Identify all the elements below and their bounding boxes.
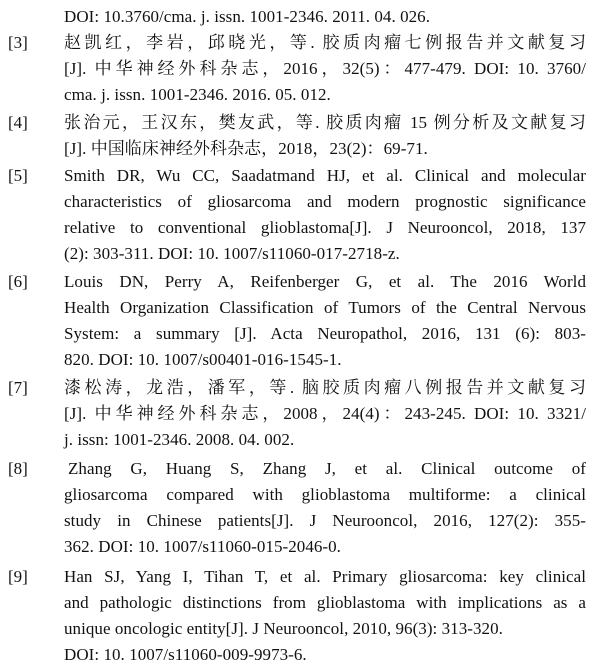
reference-number: [9] [8, 567, 28, 586]
reference-number: [8] [8, 459, 28, 478]
reference-number: [6] [8, 272, 28, 291]
reference-line: unique oncologic entity[J]. J Neurooncol, 2010, 96(3): 313-320. [64, 619, 503, 638]
reference-line: characteristics of gliosarcoma and modern prognostic significance [64, 192, 586, 211]
reference-line: System: a summary [J]. Acta Neuropathol, 2016, 131 (6): 803- [64, 324, 586, 343]
reference-line: [J]. 中华神经外科杂志，2008，24(4)：243-245. DOI: 10. 3321/ [64, 404, 586, 423]
reference-line: j. issn: 1001-2346. 2008. 04. 002. [64, 430, 295, 449]
reference-number: [7] [8, 378, 28, 397]
reference-line: [J]. 中华神经外科杂志，2016，32(5)：477-479. DOI: 10. 3760/ [64, 59, 586, 78]
reference-line: [J]. 中国临床神经外科杂志，2018，23(2)：69-71. [64, 139, 428, 158]
reference-line: Health Organization Classification of Tumors of the Central Nervous [64, 298, 586, 317]
reference-line: Louis DN, Perry A, Reifenberger G, et al. The 2016 World [64, 272, 586, 291]
reference-line: and pathologic distinctions from glioblastoma with implications as a [64, 593, 586, 612]
reference-line: Zhang G, Huang S, Zhang J, et al. Clinical outcome of [68, 459, 586, 478]
reference-line: (2): 303-311. DOI: 10. 1007/s11060-017-2718-z. [64, 244, 400, 263]
reference-line: DOI: 10. 1007/s11060-009-9973-6. [64, 645, 307, 664]
reference-number: [4] [8, 113, 28, 132]
reference-line: Smith DR, Wu CC, Saadatmand HJ, et al. Clinical and molecular [64, 166, 586, 185]
reference-line: 张治元，王汉东，樊友武，等. 胶质肉瘤 15 例分析及文献复习 [64, 113, 586, 132]
reference-line: relative to conventional glioblastoma[J]. J Neurooncol, 2018, 137 [64, 218, 586, 237]
reference-line: Han SJ, Yang I, Tihan T, et al. Primary gliosarcoma: key clinical [64, 567, 586, 586]
reference-number: [5] [8, 166, 28, 185]
reference-line: 漆松涛，龙浩，潘军，等. 脑胶质肉瘤八例报告并文献复习 [64, 378, 586, 397]
reference-line: 赵凯红，李岩，邱晓光，等. 胶质肉瘤七例报告并文献复习 [64, 33, 586, 52]
reference-number: [3] [8, 33, 28, 52]
reference-line: cma. j. issn. 1001-2346. 2016. 05. 012. [64, 85, 331, 104]
reference-line: 362. DOI: 10. 1007/s11060-015-2046-0. [64, 537, 341, 556]
reference-line: DOI: 10.3760/cma. j. issn. 1001-2346. 2011. 04. 026. [64, 7, 431, 26]
reference-line: gliosarcoma compared with glioblastoma multiforme: a clinical [64, 485, 586, 504]
reference-line: study in Chinese patients[J]. J Neurooncol, 2016, 127(2): 355- [64, 511, 586, 530]
reference-line: 820. DOI: 10. 1007/s00401-016-1545-1. [64, 350, 342, 369]
